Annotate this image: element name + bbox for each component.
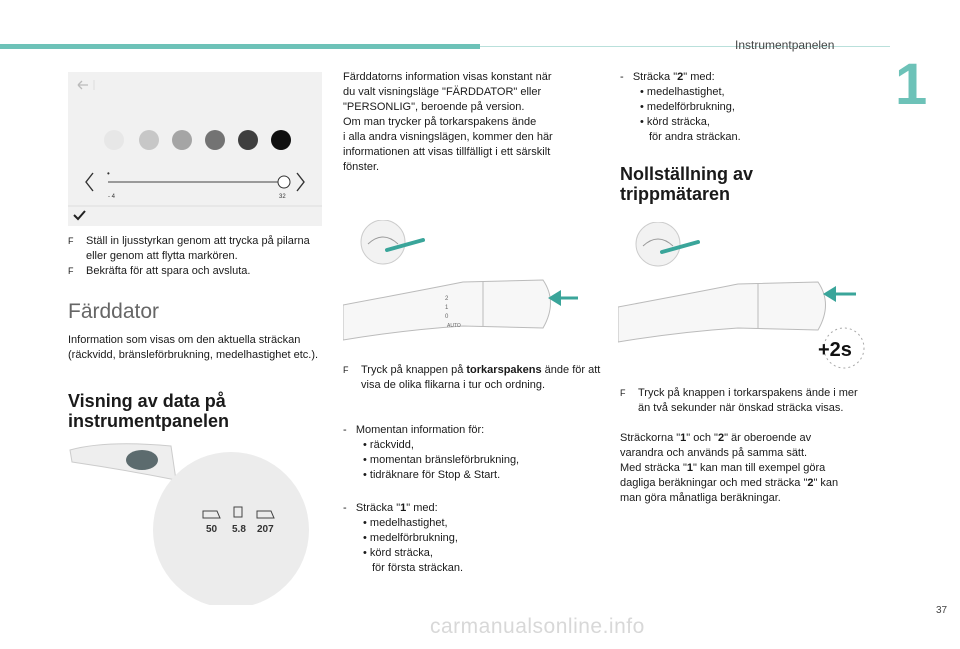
list-item: • körd sträcka, bbox=[640, 116, 710, 128]
arrow-bullet-icon: F bbox=[68, 236, 74, 246]
slider-cursor bbox=[278, 176, 290, 188]
list-item: • körd sträcka, bbox=[363, 547, 433, 559]
press-instruction: F Tryck på knappen på torkarspakens ände för att visa de olika flikarna i tur och ordning. bbox=[343, 364, 601, 391]
stalk-label: 0 bbox=[445, 314, 449, 320]
brightness-screen-svg bbox=[68, 72, 322, 226]
brightness-instructions bbox=[68, 234, 323, 279]
arrow-bullet-icon: F bbox=[343, 365, 349, 375]
stalk-label: AUTO bbox=[447, 323, 461, 329]
color-swatch bbox=[172, 130, 192, 150]
scale-min: - 4 bbox=[108, 194, 116, 200]
farddator-info-text: Färddatorns information visas konstant när du valt visningsläge "FÄRDDATOR" eller "PERSONLIG", beroende på version. Om man trycker på torkarspakens ände i alla andra visningslägen, kommer den här informationen att visas tillfälligt i ett särskilt fönster. bbox=[343, 71, 553, 173]
watermark: carmanualsonline.info bbox=[430, 615, 645, 638]
svg-text:•: • bbox=[107, 169, 110, 178]
reset-heading: Nollställning av trippmätaren bbox=[620, 164, 754, 204]
color-swatch bbox=[205, 130, 225, 150]
list-item: • tidräknare för Stop & Start. bbox=[363, 469, 501, 481]
color-swatch bbox=[139, 130, 159, 150]
brightness-screen-figure bbox=[68, 72, 322, 226]
stracka1-list: - Sträcka "1" med: • medelhastighet, • medelförbrukning, • körd sträcka, för första sträckan. bbox=[343, 501, 593, 576]
color-swatch bbox=[271, 130, 291, 150]
visning-heading: Visning av data på instrumentpanelen bbox=[68, 391, 230, 431]
section-title: Instrumentpanelen bbox=[735, 38, 835, 52]
two-seconds-label: +2s bbox=[818, 339, 852, 361]
list-item: • medelförbrukning, bbox=[640, 101, 735, 113]
arrow-bullet-icon: F bbox=[68, 266, 74, 276]
reset-instruction: F Tryck på knappen i torkarspakens ände i mer än två sekunder när önskad sträcka visas. bbox=[620, 387, 858, 414]
stracka2-list: - Sträcka "2" med: • medelhastighet, • medelförbrukning, • körd sträcka, för andra sträckan. bbox=[620, 70, 870, 145]
momentan-list: - Momentan information för: • räckvidd, • momentan bränsleförbrukning, • tidräknare för Stop & Start. bbox=[343, 423, 593, 483]
list-item: • räckvidd, bbox=[363, 439, 414, 451]
list-item: • medelhastighet, bbox=[363, 517, 448, 529]
dashboard-dial-figure bbox=[66, 440, 336, 605]
chevron-left-icon bbox=[86, 173, 93, 191]
chevron-right-icon bbox=[297, 173, 304, 191]
list-item: • medelförbrukning, bbox=[363, 532, 458, 544]
list-note: för första sträckan. bbox=[372, 562, 464, 574]
reset-stalk-figure bbox=[618, 222, 880, 372]
list-item: • medelhastighet, bbox=[640, 86, 725, 98]
stalk-label: 2 bbox=[445, 296, 449, 302]
color-swatch bbox=[238, 130, 258, 150]
scale-max: 32 bbox=[279, 194, 286, 200]
list-item: • momentan bränsleförbrukning, bbox=[363, 454, 520, 466]
color-swatch bbox=[104, 130, 124, 150]
wiper-stalk-figure bbox=[343, 220, 603, 350]
farddator-heading: Färddator bbox=[68, 300, 160, 323]
farddator-text: Information som visas om den aktuella sträckan (räckvidd, bränsleförbrukning, medelhastighet etc.). bbox=[68, 334, 319, 361]
header-accent-bar bbox=[0, 44, 480, 49]
page-number: 37 bbox=[936, 605, 948, 616]
instruction-step: F Ställ in ljusstyrkan genom att trycka på pilarna eller genom att flytta markören. bbox=[68, 235, 310, 262]
checkmark-icon bbox=[74, 211, 85, 219]
stalk-label: 1 bbox=[445, 305, 449, 311]
arrow-bullet-icon: F bbox=[620, 388, 626, 398]
instruction-step: F Bekräfta för att spara och avsluta. bbox=[68, 265, 251, 277]
arrow-left-icon bbox=[78, 81, 88, 89]
reset-explanation: Sträckorna "1" och "2" är oberoende av varandra och används på samma sätt. Med sträcka "1" kan man till exempel göra dagliga beräkningar och med sträcka "2" kan man göra månatliga beräkningar. bbox=[620, 432, 839, 504]
list-note: för andra sträckan. bbox=[649, 131, 741, 143]
dial-value-consumption: 5.8 bbox=[232, 524, 246, 535]
dial-value-range: 50 bbox=[206, 524, 218, 535]
chapter-number: 1 bbox=[895, 52, 928, 117]
dial-value-trip: 207 bbox=[257, 524, 274, 535]
